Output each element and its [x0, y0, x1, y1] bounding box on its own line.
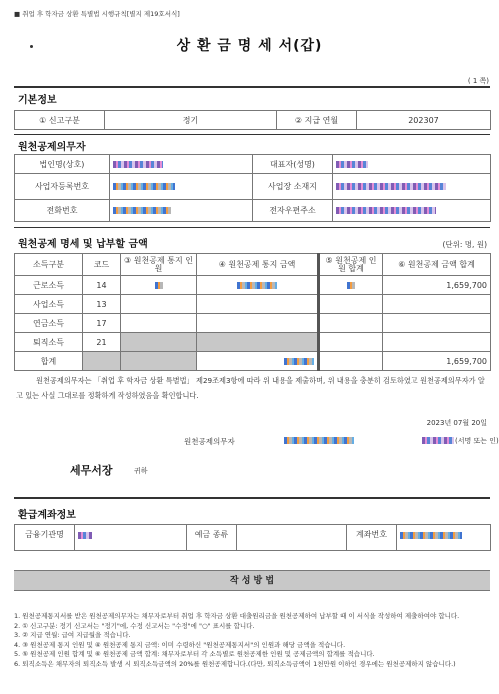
code-cell	[83, 352, 121, 371]
business-number-label: 사업자등록번호	[15, 174, 110, 200]
redacted-text	[78, 532, 92, 539]
instruction-item: 5. ⑤ 원천공제 인원 합계 및 ⑥ 원천공제 금액 합계: 채무자로부터 각 소득별로 원천공제한 인원 및 공제금액의 합계를 적습니다.	[14, 650, 375, 659]
pay-month-label: ② 지급 연월	[277, 111, 357, 130]
deduct-count-cell[interactable]	[319, 314, 383, 333]
divider	[14, 86, 490, 88]
redacted-text	[113, 207, 171, 214]
bank-value[interactable]	[75, 525, 187, 551]
instruction-item: 3. ② 지급 연월: 급여 지급월을 적습니다.	[14, 631, 131, 640]
corp-name-value[interactable]	[110, 155, 253, 174]
address-value[interactable]	[333, 174, 491, 200]
redacted-text	[113, 161, 163, 168]
deduct-count-cell[interactable]	[319, 276, 383, 295]
corp-name-label: 법인명(상호)	[15, 155, 110, 174]
notice-count-cell[interactable]	[121, 314, 197, 333]
bank-label: 금융기관명	[15, 525, 75, 551]
pay-month-value[interactable]: 202307	[357, 111, 491, 130]
deduct-count-cell[interactable]	[319, 333, 383, 352]
refund-account-table	[14, 524, 491, 551]
redacted-text	[336, 161, 368, 168]
sign-date: 2023년 07월 20일	[426, 419, 487, 427]
phone-value[interactable]	[110, 200, 253, 222]
deduct-amount-cell[interactable]: 1,659,700	[383, 276, 491, 295]
col-header-deduct-count: ⑤ 원천공제 인원 합계	[319, 254, 383, 276]
section-title-refund: 환급계좌정보	[18, 510, 76, 521]
income-type-cell: 사업소득	[15, 295, 83, 314]
redacted-text	[113, 183, 175, 190]
instructions-title-bar: 작 성 방 법	[14, 570, 490, 591]
code-cell: 13	[83, 295, 121, 314]
representative-value[interactable]	[333, 155, 491, 174]
income-type-cell: 근로소득	[15, 276, 83, 295]
notice-count-cell	[121, 352, 197, 371]
deposit-type-label: 예금 종류	[187, 525, 237, 551]
deduct-amount-cell[interactable]	[383, 295, 491, 314]
address-label: 사업장 소재지	[253, 174, 333, 200]
col-header-income-type: 소득구분	[15, 254, 83, 276]
table-row	[15, 333, 491, 352]
code-cell: 21	[83, 333, 121, 352]
redacted-text	[336, 207, 436, 214]
report-type-value[interactable]: 정기	[105, 111, 277, 130]
notice-amount-cell[interactable]	[197, 276, 319, 295]
table-row-total	[15, 352, 491, 371]
instruction-item: 1. 원천공제통지서를 받은 원천공제의무자는 채무자로부터 취업 후 학자금 상환 대출원리금을 원천공제하여 납부할 때 이 서식을 작성하여 제출하여야 합니다.	[14, 612, 460, 620]
deposit-type-value[interactable]	[237, 525, 347, 551]
page-indicator: ( 1 쪽)	[467, 77, 489, 85]
signer-label: 원천공제의무자	[184, 437, 235, 446]
income-type-cell: 연금소득	[15, 314, 83, 333]
instruction-item: 2. ① 신고구분: 정기 신고서는 "정기"에, 수정 신고서는 "수정"에 "○" 표시를 합니다.	[14, 621, 255, 630]
redacted-text	[347, 282, 355, 289]
notice-count-cell	[121, 333, 197, 352]
redacted-text	[155, 282, 163, 289]
table-row	[15, 314, 491, 333]
col-header-notice-count: ③ 원천공제 통지 인원	[121, 254, 197, 276]
email-value[interactable]	[333, 200, 491, 222]
notice-count-cell[interactable]	[121, 295, 197, 314]
instructions-list	[14, 612, 490, 670]
deduct-amount-cell[interactable]	[383, 314, 491, 333]
declaration-text: 원천공제의무자는 「취업 후 학자금 상환 특별법」 제29조제3항에 따라 위 내용을 제출하며, 위 내용을 충분히 검토하였고 원천공제의무자가 알고 있는 사실 그대로를 정확하게 작성하였음을 확인합니다.	[16, 376, 485, 400]
deduct-amount-cell[interactable]: 1,659,700	[383, 352, 491, 371]
account-number-value[interactable]	[397, 525, 491, 551]
email-label: 전자우편주소	[253, 200, 333, 222]
form-header-note: ■ 취업 후 학자금 상환 특별법 시행규칙[별지 제19호서식]	[14, 10, 180, 18]
notice-amount-cell[interactable]	[197, 352, 319, 371]
unit-label: (단위: 명, 원)	[442, 240, 487, 249]
notice-amount-cell[interactable]	[197, 314, 319, 333]
income-type-cell: 퇴직소득	[15, 333, 83, 352]
income-type-cell: 합계	[15, 352, 83, 371]
col-header-code: 코드	[83, 254, 121, 276]
notice-amount-cell	[197, 333, 319, 352]
obligor-table	[14, 154, 491, 222]
redacted-text	[400, 532, 462, 539]
divider	[14, 497, 490, 499]
instruction-item: 6. 퇴직소득은 채무자의 퇴직소득 발생 시 퇴직소득금액의 20%를 원천공제합니다.(다만, 퇴직소득금액이 1천만원 이하인 경우에는 원천공제하지 않습니다.)	[14, 659, 456, 668]
notice-count-cell[interactable]	[121, 276, 197, 295]
redacted-text	[284, 358, 314, 365]
section-title-basic-info: 기본정보	[18, 95, 57, 106]
phone-label: 전화번호	[15, 200, 110, 222]
code-cell: 14	[83, 276, 121, 295]
redacted-text	[336, 183, 446, 190]
section-title-withholding: 원천공제 명세 및 납부할 금액	[18, 239, 148, 250]
recipient-title: 세무서장	[70, 464, 113, 477]
redacted-signature	[422, 437, 454, 444]
divider	[14, 227, 490, 228]
deduct-count-cell[interactable]	[319, 295, 383, 314]
recipient-suffix: 귀하	[134, 467, 148, 475]
redacted-text	[237, 282, 277, 289]
col-header-notice-amount: ④ 원천공제 통지 금액	[197, 254, 319, 276]
signer-suffix: (서명 또는 인)	[455, 437, 499, 445]
notice-amount-cell[interactable]	[197, 295, 319, 314]
code-cell: 17	[83, 314, 121, 333]
col-header-deduct-amount: ⑥ 원천공제 금액 합계	[383, 254, 491, 276]
withholding-table	[14, 253, 491, 371]
table-row	[15, 276, 491, 295]
table-row	[15, 295, 491, 314]
deduct-amount-cell[interactable]	[383, 333, 491, 352]
divider	[14, 134, 490, 135]
business-number-value[interactable]	[110, 174, 253, 200]
basic-info-table	[14, 110, 491, 130]
report-type-label: ① 신고구분	[15, 111, 105, 130]
redacted-signer-name	[284, 437, 354, 444]
page-title: 상 환 금 명 세 서(갑)	[176, 38, 323, 54]
section-title-obligor: 원천공제의무자	[18, 142, 86, 153]
representative-label: 대표자(성명)	[253, 155, 333, 174]
deduct-count-cell[interactable]	[319, 352, 383, 371]
account-number-label: 계좌번호	[347, 525, 397, 551]
instruction-item: 4. ③ 원천공제 통지 인원 및 ④ 원천공제 통지 금액: 이미 수령하신 "원천공제통지서"의 인원과 해당 금액을 적습니다.	[14, 640, 346, 649]
